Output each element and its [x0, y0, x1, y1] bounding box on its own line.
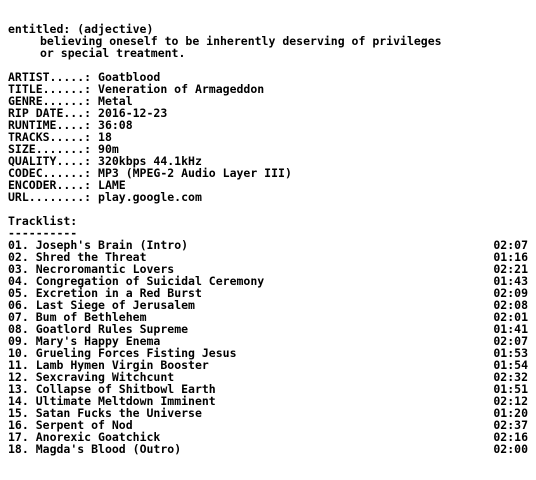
release-notes: [8, 23, 528, 455]
track-title-text: Shred the Threat: [35, 250, 147, 264]
info-value: LAME: [98, 178, 126, 192]
info-key: QUALITY....:: [8, 154, 99, 168]
info-key: URL........:: [8, 190, 99, 204]
tracklist: [8, 239, 528, 455]
track-duration: 02:12: [493, 394, 528, 408]
info-key: TITLE......:: [8, 82, 99, 96]
info-value: Goatblood: [98, 70, 161, 84]
info-value: Veneration of Armageddon: [98, 82, 265, 96]
track-duration: 01:51: [493, 382, 528, 396]
definition-line-1: believing oneself to be inherently deserving of privileges: [40, 34, 442, 48]
info-key: TRACKS.....:: [8, 130, 99, 144]
track-number: 18.: [8, 442, 29, 456]
track-title-text: Congregation of Suicidal Ceremony: [35, 274, 265, 288]
track-title-text: Anorexic Goatchick: [35, 430, 161, 444]
track-title-text: Satan Fucks the Universe: [35, 406, 202, 420]
info-key: GENRE......:: [8, 94, 99, 108]
track-duration: 02:07: [493, 238, 528, 252]
track-duration: 01:43: [493, 274, 528, 288]
track-number: 16.: [8, 418, 29, 432]
definition-term: entitled: (adjective): [8, 22, 154, 36]
track-duration: 02:21: [493, 262, 528, 276]
track-title-text: Magda's Blood (Outro): [35, 442, 182, 456]
track-duration: 02:16: [493, 430, 528, 444]
track-duration: 01:54: [493, 358, 528, 372]
info-row: [8, 191, 528, 203]
tracklist-heading: Tracklist:: [8, 214, 78, 228]
track-number: 10.: [8, 346, 29, 360]
track-duration: 02:09: [493, 286, 528, 300]
info-value: 18: [98, 130, 112, 144]
track-duration: 02:00: [493, 442, 528, 456]
track-title-text: Sexcraving Witchcunt: [35, 370, 175, 384]
track-title-text: Excretion in a Red Burst: [35, 286, 202, 300]
info-value: play.google.com: [98, 190, 202, 204]
track-duration: 01:53: [493, 346, 528, 360]
info-value: Metal: [98, 94, 133, 108]
track-number: 12.: [8, 370, 29, 384]
info-key: ARTIST.....:: [8, 70, 99, 84]
info-key: SIZE.......:: [8, 142, 99, 156]
track-duration: 02:37: [493, 418, 528, 432]
track-duration: 01:41: [493, 322, 528, 336]
track-number: 11.: [8, 358, 29, 372]
info-block: [8, 71, 528, 203]
track-title-text: Bum of Bethlehem: [35, 310, 147, 324]
info-value: MP3 (MPEG-2 Audio Layer III): [98, 166, 292, 180]
info-key: CODEC......:: [8, 166, 99, 180]
info-value: 90m: [98, 142, 119, 156]
track-title-text: Last Siege of Jerusalem: [35, 298, 195, 312]
track-number: 13.: [8, 382, 29, 396]
definition-line-2: or special treatment.: [40, 46, 186, 60]
track-duration: 01:16: [493, 250, 528, 264]
track-number: 08.: [8, 322, 29, 336]
track-number: 04.: [8, 274, 29, 288]
track-title-text: Grueling Forces Fisting Jesus: [35, 346, 237, 360]
track-title-text: Necroromantic Lovers: [35, 262, 175, 276]
track-title: [8, 443, 181, 455]
track-number: 09.: [8, 334, 29, 348]
track-duration: 02:01: [493, 310, 528, 324]
track-title-text: Goatlord Rules Supreme: [35, 322, 189, 336]
track-duration: 02:07: [493, 334, 528, 348]
info-key: RIP DATE...:: [8, 106, 99, 120]
track-number: 15.: [8, 406, 29, 420]
track-duration: 01:20: [493, 406, 528, 420]
track-number: 07.: [8, 310, 29, 324]
tracklist-rule: ----------: [8, 226, 78, 240]
track-duration: 02:08: [493, 298, 528, 312]
info-key: ENCODER....:: [8, 178, 99, 192]
track-title-text: Mary's Happy Enema: [35, 334, 161, 348]
spacer: [8, 203, 528, 215]
track-number: 14.: [8, 394, 29, 408]
track-number: 05.: [8, 286, 29, 300]
track-title-text: Lamb Hymen Virgin Booster: [35, 358, 209, 372]
info-key: RUNTIME....:: [8, 118, 99, 132]
track-title-text: Joseph's Brain (Intro): [35, 238, 189, 252]
track-row: [8, 443, 528, 455]
track-title-text: Collapse of Shitbowl Earth: [35, 382, 216, 396]
info-value: 2016-12-23: [98, 106, 168, 120]
track-title-text: Ultimate Meltdown Imminent: [35, 394, 216, 408]
track-title-text: Serpent of Nod: [35, 418, 133, 432]
info-value: 320kbps 44.1kHz: [98, 154, 202, 168]
track-number: 17.: [8, 430, 29, 444]
info-value: 36:08: [98, 118, 133, 132]
track-duration: 02:32: [493, 370, 528, 384]
track-number: 01.: [8, 238, 29, 252]
track-number: 02.: [8, 250, 29, 264]
track-number: 06.: [8, 298, 29, 312]
track-number: 03.: [8, 262, 29, 276]
